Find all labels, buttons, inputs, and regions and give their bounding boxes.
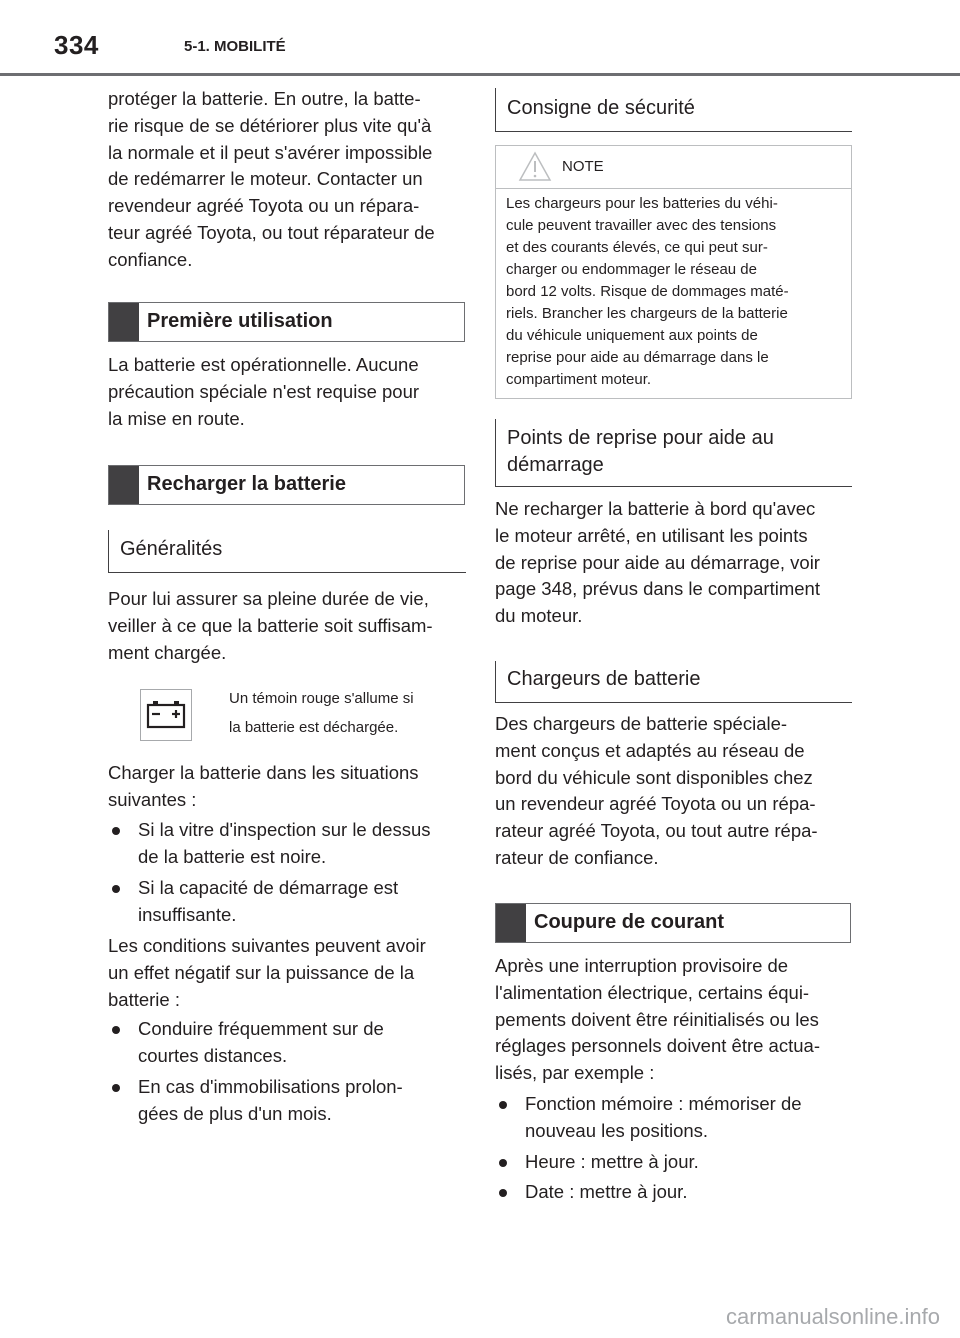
charge-situations-paragraph: Charger la batterie dans les situations suivantes : [108,762,419,810]
bullet-icon [112,1084,120,1092]
subheading-safety [495,88,852,132]
chargers-paragraph: Des chargeurs de batterie spéciale- ment conçus et adaptés au réseau de bord du véhicule sont disponibles chez un revendeur agréé Toyota ou un répa- rateur agréé Toyota, ou tout autre répa- rateur de confiance. [495,713,818,868]
note-box [495,145,852,399]
heading-power-cut [495,903,851,943]
page-header [0,0,960,78]
subheading-label: Points de reprise pour aide au démarrage [507,427,774,476]
page-number: 334 [54,30,99,60]
header-rule [0,73,960,76]
note-header [496,146,851,189]
subheading-jump-start [495,419,852,487]
intro-paragraph: protéger la batterie. En outre, la batte- rie risque de se détériorer plus vite qu'à la normale et il peut s'avérer impossible de redémarrer le moteur. Contacter un revendeur agréé Toyota ou un répara- teur agréé Toyota, ou tout réparateur de confiance. [108,88,435,270]
bullet-icon [112,1026,120,1034]
bullet-icon [112,827,120,835]
warning-triangle-icon [518,150,552,182]
general-paragraph: Pour lui assurer sa pleine durée de vie, veiller à ce que la batterie soit suffisam- ment chargée. [108,588,433,663]
heading-label: Recharger la batterie [147,473,346,495]
bullet-icon [499,1159,507,1167]
subheading-general [108,530,466,573]
bullet-icon [499,1189,507,1197]
subheading-label: Chargeurs de batterie [507,668,701,690]
heading-label: Première utilisation [147,310,333,332]
heading-charge-battery [108,465,465,505]
subheading-chargers [495,661,852,703]
section-title: 5-1. MOBILITÉ [184,38,286,55]
subheading-label: Consigne de sécurité [507,97,695,119]
note-title: NOTE [562,158,604,175]
indicator-description: Un témoin rouge s'allume si la batterie est déchargée. [229,690,414,736]
subheading-label: Généralités [120,538,223,560]
heading-marker [109,466,139,504]
battery-warning-icon [140,689,192,741]
watermark: carmanualsonline.info [725,1304,940,1329]
power-cut-paragraph: Après une interruption provisoire de l'alimentation électrique, certains équi- pements doivent être réinitialisés ou les réglages personnels doivent être actua- lisés, par exemple : [495,955,820,1084]
heading-marker [109,303,139,341]
bullet-icon [112,885,120,893]
first-use-paragraph: La batterie est opérationnelle. Aucune précaution spéciale n'est requise pour la mise en route. [108,354,420,429]
bullet-icon [499,1101,507,1109]
heading-marker [496,904,526,942]
heading-first-use [108,302,465,342]
conditions-paragraph: Les conditions suivantes peuvent avoir un effet négatif sur la puissance de la batterie : [108,935,426,1010]
note-text: Les chargeurs pour les batteries du véhi- cule peuvent travailler avec des tensions et des courants élevés, ce qui peut sur- charger ou endommager le réseau de bord 12 volts. Risque de dommages maté- riels. Brancher les chargeurs de la batterie du véhicule uniquement aux points de reprise pour aide au démarrage dans le compartiment moteur. [506,195,789,388]
heading-label: Coupure de courant [534,911,725,933]
jump-start-paragraph: Ne recharger la batterie à bord qu'avec le moteur arrêté, en utilisant les points de reprise pour aide au démarrage, voir page 348, prévus dans le compartiment du moteur. [495,498,820,627]
